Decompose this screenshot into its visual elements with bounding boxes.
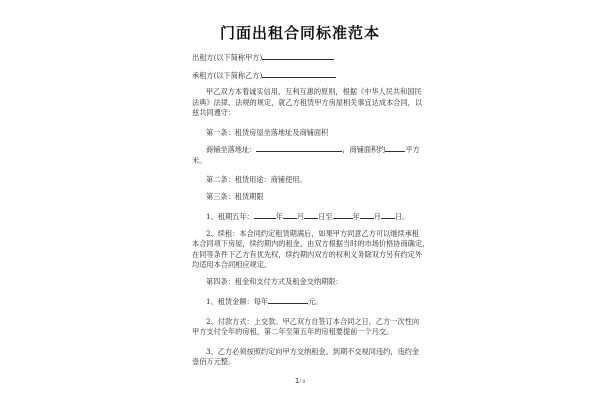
party-b-line [192, 70, 427, 82]
article-4-title: 第四条：租金和支付方式及租金交纳期限： [206, 276, 343, 286]
address-blank [256, 144, 342, 152]
party-a-label: 出租方(以下简称甲方) [192, 53, 263, 62]
document-body [192, 52, 430, 368]
penalty-line-1: 3、乙方必须按照约定向甲方交纳租金。到期不交视同违约，违约金 [206, 346, 420, 356]
article-3-term-line [192, 211, 427, 223]
page-current: 1 [294, 377, 300, 385]
end-day-text: 日。 [394, 212, 410, 221]
page-number [0, 377, 600, 385]
renewal-line-1: 2、续租：本合同约定租赁期满后，如果甲方同意乙方可以继续承租 [206, 228, 420, 238]
page-total: / 4 [299, 380, 306, 385]
renewal-line-2: 本合同项下房屋，续约期内的租金，由双方根据当时的市场价格协商确定， [192, 239, 430, 248]
area-blank [385, 144, 405, 152]
rent-amount-label: 1、租赁金额：每年 [206, 297, 269, 306]
year-text: 年 [275, 212, 283, 221]
rent-amount-line [192, 296, 427, 308]
intro-line-3: 兹共同遵守： [192, 108, 236, 117]
end-year-text: 年 [352, 212, 360, 221]
document-title: 门面出租合同标准范本 [219, 24, 380, 42]
renewal-line-4: 均适用本合同相应规定。 [192, 260, 272, 269]
article-1-address-line [192, 144, 427, 156]
start-month-blank [283, 211, 297, 219]
end-year-blank [333, 211, 353, 219]
article-1-title: 第一条：租赁房屋坐落地址及商铺面积 [206, 127, 329, 137]
intro-line-2: 法典》法律、法规的规定，就乙方租赁甲方房屋相关事宜达成本合同，以 [192, 97, 423, 107]
end-month-text: 月 [373, 212, 381, 221]
intro-line-1: 甲乙双方本着诚实信用、互利互惠的原则，根据《中华人民共和国民 [206, 87, 422, 96]
article-3-title: 第三条：租赁期限 [206, 191, 264, 201]
end-day-blank [381, 211, 395, 219]
area-unit: 平方 [405, 145, 420, 154]
start-year-blank [254, 211, 276, 219]
party-b-blank [262, 70, 336, 78]
article-2-title: 第二条：租赁用途：商铺使用。 [206, 175, 307, 184]
rent-amount-blank [268, 296, 308, 304]
payment-line-1: 2、付款方式：上交款。甲乙双方自签订本合同之日，乙方一次性向 [206, 316, 420, 326]
renewal-line-3: 在同等条件下乙方有优先权，续约期内双方的权利义务除双方另有约定外 [192, 249, 423, 259]
rent-unit: 元。 [308, 297, 323, 306]
day-to-text: 日至 [318, 212, 333, 221]
party-a-line [192, 52, 427, 64]
party-b-label: 承租方(以下简称乙方) [192, 70, 263, 80]
area-label: ，商铺面积约 [342, 145, 386, 154]
month-text: 月 [296, 212, 305, 221]
penalty-line-2: 壹佰万元整。 [192, 357, 236, 366]
article-1-unit-line: 米。 [192, 155, 207, 165]
payment-line-2: 甲方支付全年的房租，第二年至第五年的房租要提前一个月交。 [192, 327, 394, 336]
start-day-blank [304, 211, 318, 219]
end-month-blank [360, 211, 374, 219]
address-label: 商铺坐落地址： [206, 145, 257, 154]
party-a-blank [262, 52, 334, 60]
term-label: 1、租期五年： [206, 212, 254, 221]
